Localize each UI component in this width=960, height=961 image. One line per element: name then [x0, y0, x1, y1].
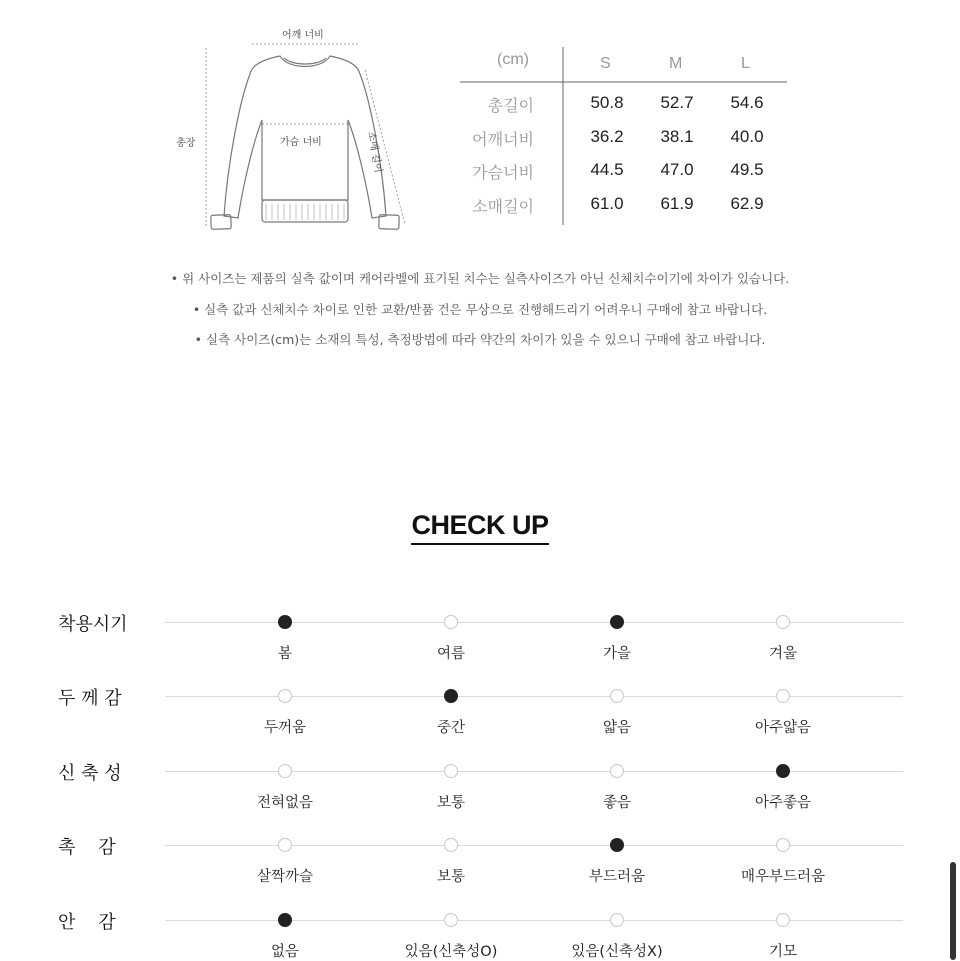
- checkup-scale-line: [165, 622, 903, 623]
- checkup-option-label: 보통: [436, 795, 465, 811]
- selected-dot-icon: [278, 615, 292, 629]
- table-cell: 61.9: [660, 194, 694, 213]
- size-header-l: L: [741, 55, 750, 72]
- row-label: 어깨너비: [472, 130, 534, 149]
- unit-header: (cm): [497, 51, 529, 68]
- selected-dot-icon: [278, 913, 292, 927]
- unselected-dot-icon: [444, 764, 458, 778]
- checkup-option-label: 두꺼움: [263, 720, 307, 736]
- sweater-measurement-diagram: [160, 20, 460, 250]
- checkup-option-label: 여름: [436, 646, 465, 662]
- table-cell: 36.2: [590, 127, 624, 146]
- checkup-row-label: 신 축 성: [58, 763, 122, 784]
- table-cell: 38.1: [660, 127, 694, 146]
- size-header-s: S: [600, 55, 611, 72]
- checkup-title-text: CHECK UP: [411, 510, 548, 545]
- checkup-scale-line: [165, 920, 903, 921]
- total-length-label: 총장: [176, 138, 196, 149]
- selected-dot-icon: [776, 764, 790, 778]
- checkup-option-label: 중간: [436, 720, 465, 736]
- unselected-dot-icon: [444, 913, 458, 927]
- size-note: • 실측 값과 신체치수 차이로 인한 교환/반품 건은 무상으로 진행해드리기 어려우니 구매에 참고 바랍니다.: [192, 302, 768, 317]
- checkup-option-label: 가을: [602, 646, 631, 662]
- checkup-option-label: 아주좋음: [754, 795, 812, 811]
- checkup-scale-line: [165, 771, 903, 772]
- unselected-dot-icon: [278, 838, 292, 852]
- unselected-dot-icon: [610, 689, 624, 703]
- scrollbar-thumb[interactable]: [950, 862, 956, 960]
- checkup-scale-line: [165, 696, 903, 697]
- size-note: • 실측 사이즈(cm)는 소재의 특성, 측정방법에 따라 약간의 차이가 있을 수 있으니 구매에 참고 바랍니다.: [194, 332, 766, 347]
- unselected-dot-icon: [444, 615, 458, 629]
- selected-dot-icon: [444, 689, 458, 703]
- table-cell: 44.5: [590, 160, 624, 179]
- chest-width-label: 가슴 너비: [280, 137, 322, 148]
- unselected-dot-icon: [610, 913, 624, 927]
- checkup-row-label: 두 께 감: [58, 688, 122, 709]
- row-label: 총길이: [487, 96, 534, 115]
- row-label: 소매길이: [472, 197, 534, 216]
- table-cell: 50.8: [590, 93, 624, 112]
- checkup-row-label: 안 감: [58, 912, 116, 933]
- checkup-option-label: 얇음: [602, 720, 631, 736]
- shoulder-width-label: 어깨 너비: [282, 30, 324, 41]
- table-cell: 61.0: [590, 194, 624, 213]
- checkup-option-label: 없음: [270, 944, 299, 960]
- table-cell: 40.0: [730, 127, 764, 146]
- size-header-m: M: [669, 55, 683, 72]
- checkup-option-label: 기모: [768, 944, 797, 960]
- table-cell: 47.0: [660, 160, 694, 179]
- checkup-row-label: 착용시기: [58, 614, 128, 635]
- selected-dot-icon: [610, 615, 624, 629]
- checkup-option-label: 살짝까슬: [256, 869, 314, 885]
- unselected-dot-icon: [776, 913, 790, 927]
- checkup-row-label: 촉 감: [58, 837, 116, 858]
- checkup-option-label: 봄: [277, 646, 292, 662]
- unselected-dot-icon: [610, 764, 624, 778]
- table-cell: 62.9: [730, 194, 764, 213]
- sleeve-length-label: 소매 길이: [365, 130, 384, 174]
- unselected-dot-icon: [278, 689, 292, 703]
- checkup-option-label: 겨울: [768, 646, 797, 662]
- unselected-dot-icon: [444, 838, 458, 852]
- checkup-scale-line: [165, 845, 903, 846]
- table-cell: 52.7: [660, 93, 694, 112]
- checkup-option-label: 아주얇음: [754, 720, 812, 736]
- unselected-dot-icon: [776, 615, 790, 629]
- checkup-option-label: 있음(신축성O): [404, 944, 498, 960]
- unselected-dot-icon: [776, 689, 790, 703]
- checkup-option-label: 전혀없음: [256, 795, 314, 811]
- checkup-option-label: 보통: [436, 869, 465, 885]
- unselected-dot-icon: [278, 764, 292, 778]
- checkup-option-label: 부드러움: [588, 869, 646, 885]
- checkup-option-label: 좋음: [602, 795, 631, 811]
- selected-dot-icon: [610, 838, 624, 852]
- checkup-title: [0, 510, 960, 541]
- checkup-option-label: 있음(신축성X): [571, 944, 663, 960]
- unselected-dot-icon: [776, 838, 790, 852]
- table-cell: 49.5: [730, 160, 764, 179]
- checkup-option-label: 매우부드러움: [740, 869, 826, 885]
- table-cell: 54.6: [730, 93, 764, 112]
- row-label: 가슴너비: [472, 163, 534, 182]
- size-note: • 위 사이즈는 제품의 실측 값이며 케어라벨에 표기된 치수는 실측사이즈가 아닌 신체치수이기에 차이가 있습니다.: [170, 271, 790, 286]
